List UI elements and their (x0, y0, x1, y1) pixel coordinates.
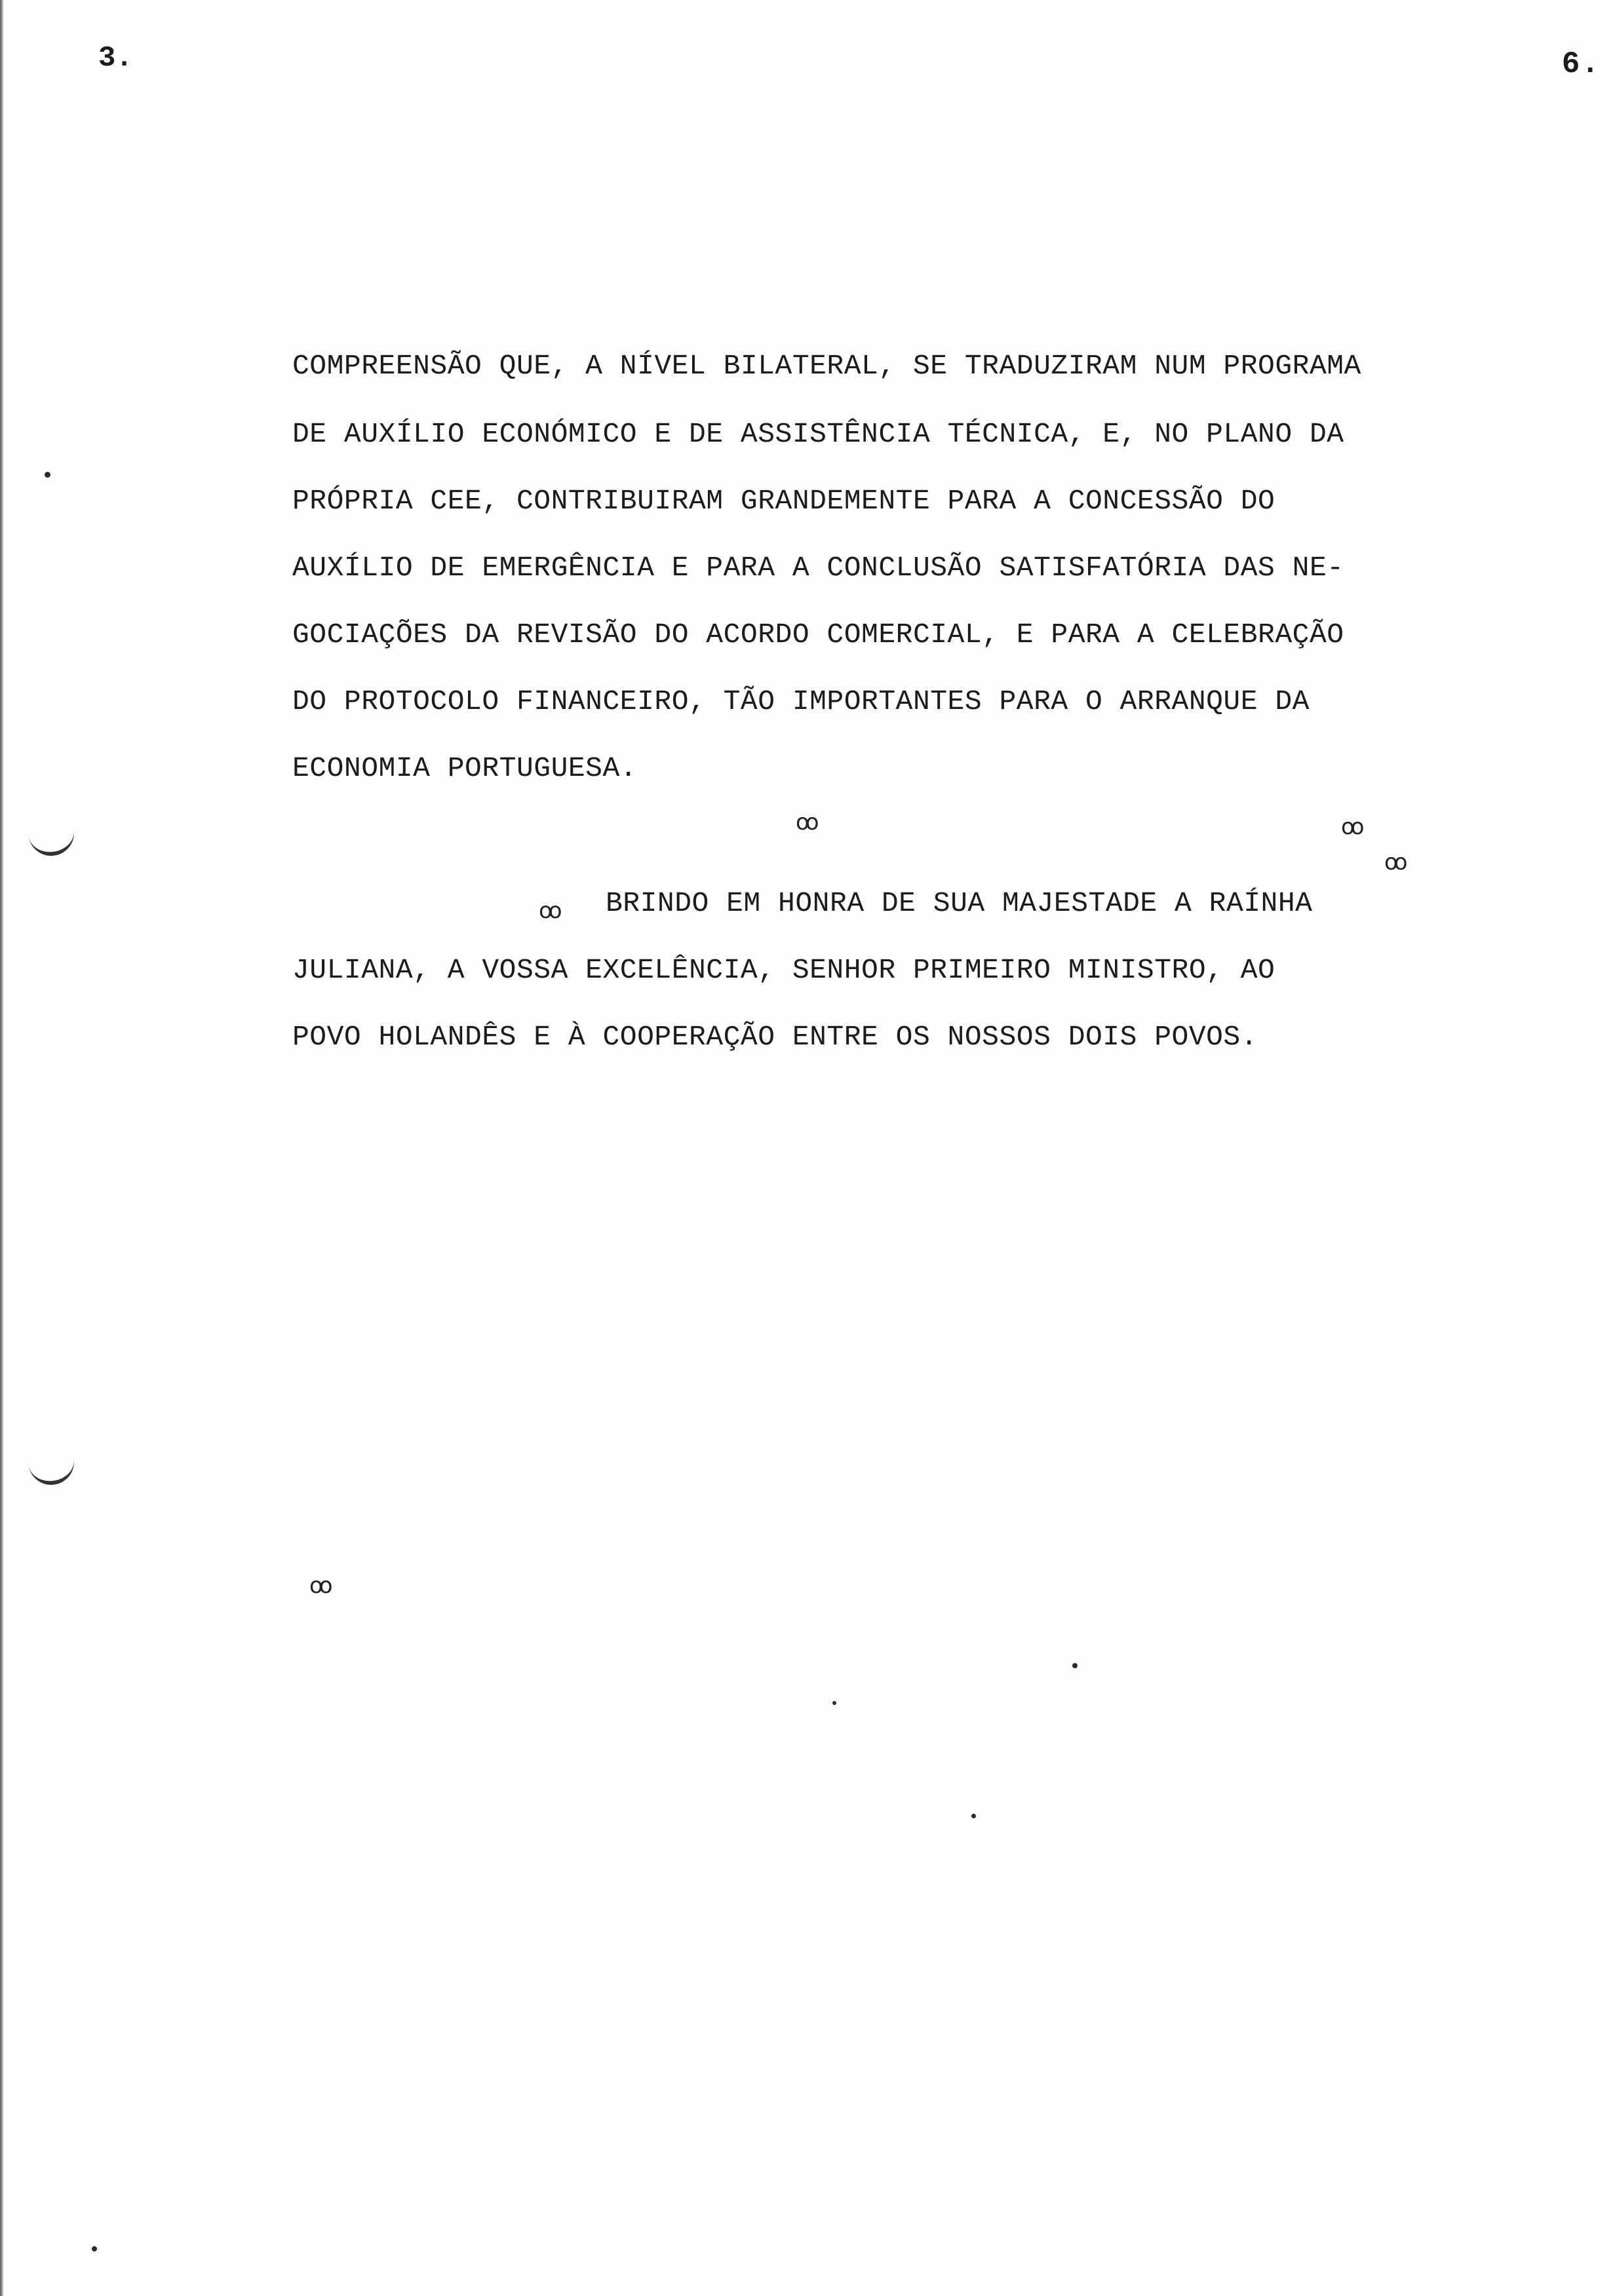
separator-mark: oo (1384, 849, 1404, 875)
punch-hole-mark (26, 816, 77, 858)
paragraph-mark: oo (539, 898, 558, 924)
stray-mark: oo (309, 1573, 329, 1599)
text-line: PRÓPRIA CEE, CONTRIBUIRAM GRANDEMENTE PARA A CONCESSÃO DO (292, 485, 1275, 517)
scan-speck (1072, 1663, 1078, 1668)
scan-speck (92, 2246, 97, 2251)
text-line: BRINDO EM HONRA DE SUA MAJESTADE A RAÍNHA (606, 887, 1313, 919)
separator-mark: oo (1341, 814, 1361, 840)
corner-mark: 3. (98, 42, 133, 75)
text-line: GOCIAÇÕES DA REVISÃO DO ACORDO COMERCIAL, E PARA A CELEBRAÇÃO (292, 619, 1344, 651)
text-line: AUXÍLIO DE EMERGÊNCIA E PARA A CONCLUSÃO SATISFATÓRIA DAS NE- (292, 552, 1344, 584)
punch-hole-mark (26, 1445, 77, 1487)
scan-speck (971, 1814, 976, 1818)
text-line: DO PROTOCOLO FINANCEIRO, TÃO IMPORTANTES PARA O ARRANQUE DA (292, 685, 1310, 718)
separator-mark: oo (796, 809, 815, 835)
text-line: COMPREENSÃO QUE, A NÍVEL BILATERAL, SE TRADUZIRAM NUM PROGRAMA (292, 350, 1361, 382)
text-line: POVO HOLANDÊS E À COOPERAÇÃO ENTRE OS NOSSOS DOIS POVOS. (292, 1021, 1258, 1053)
text-line: DE AUXÍLIO ECONÓMICO E DE ASSISTÊNCIA TÉCNICA, E, NO PLANO DA (292, 418, 1344, 450)
binding-edge (0, 0, 4, 2296)
text-line: ECONOMIA PORTUGUESA. (292, 752, 638, 784)
text-line: JULIANA, A VOSSA EXCELÊNCIA, SENHOR PRIMEIRO MINISTRO, AO (292, 954, 1275, 986)
page-number: 6. (1561, 47, 1601, 81)
scan-speck (45, 472, 50, 478)
scan-speck (832, 1701, 836, 1705)
